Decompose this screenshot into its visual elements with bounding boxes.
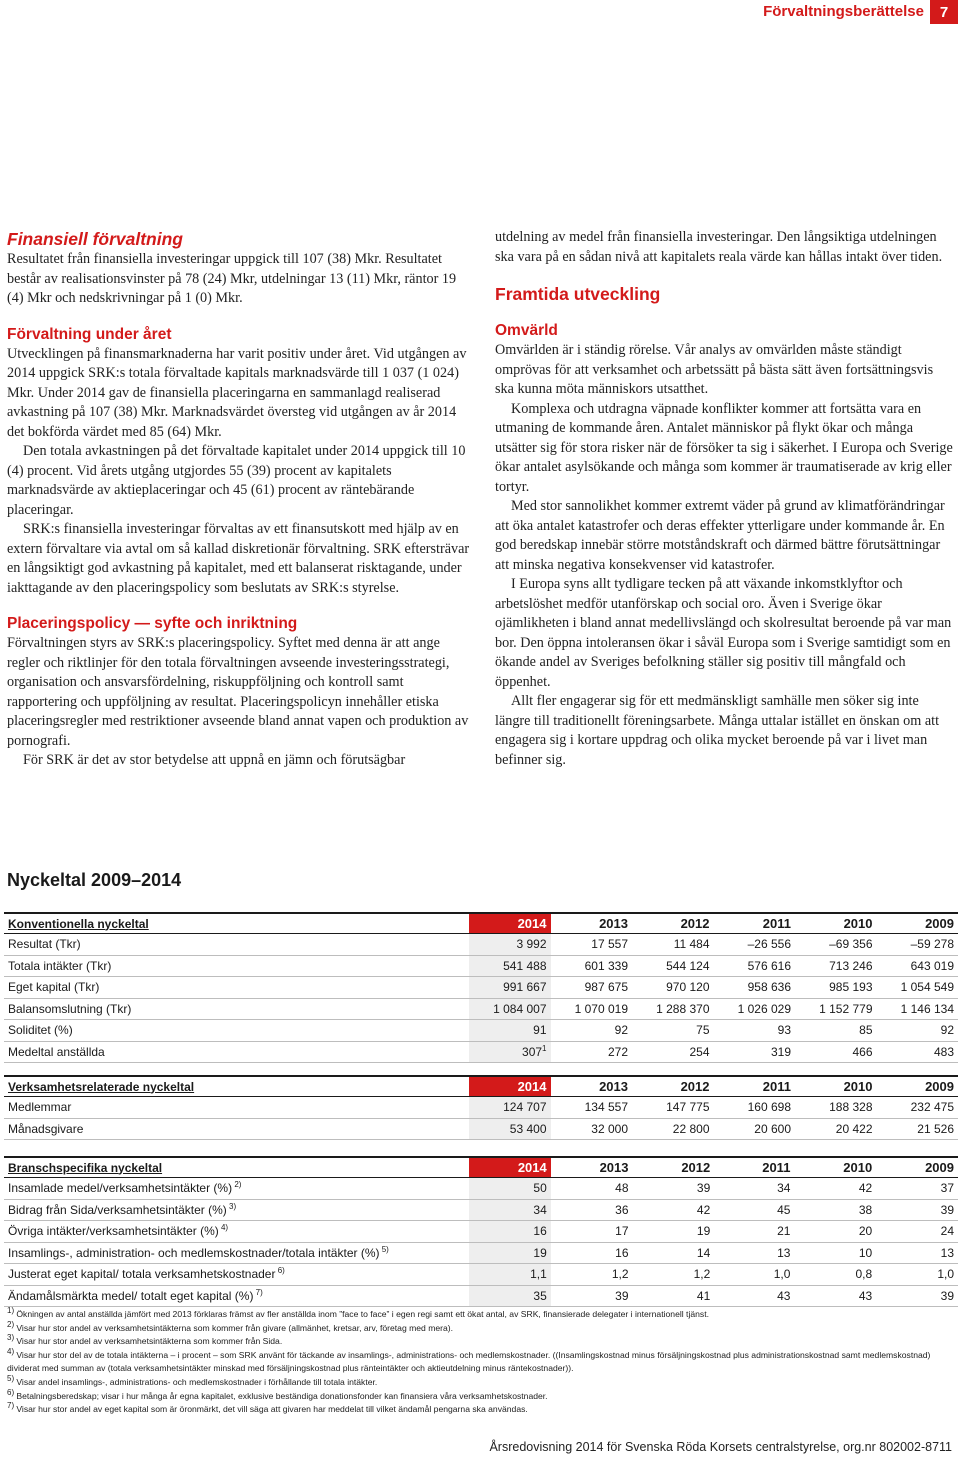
- row-label: Resultat (Tkr): [4, 934, 469, 956]
- table-cell: 41: [633, 1285, 715, 1307]
- row-label: Månadsgivare: [4, 1118, 469, 1140]
- table-cell: 34: [714, 1178, 794, 1200]
- page-number: 7: [930, 0, 958, 24]
- kpi-table: [4, 912, 958, 1063]
- footnote: $^{4)}$ Visar hur stor del av de totala intäkterna – i procent – som SRK använt för täckande av insamlings-, administrations- och medlemskostnader. ((Insamlingskostnad minus försäljningskostnad plus administrationskostnad samt medlemskostnad) dividerat med summan av (totala verksamhetsintäkter minskad med försäljningskostnad plus ränteintäkter och aktieutdelning minus räntekostnader)).: [7, 1346, 931, 1374]
- table-cell: 1 146 134: [877, 998, 959, 1020]
- table-cell: 0,8: [794, 1264, 876, 1286]
- left-column: [7, 228, 473, 771]
- page-header: [0, 0, 960, 24]
- table-cell: 713 246: [795, 955, 877, 977]
- footnote: $^{6)}$ Betalningsberedskap; visar i hur många år egna kapitalet, exklusive beständiga donationsfonder kan finansiera våra verksamhetskostnader.: [7, 1387, 548, 1401]
- table-cell: 134 557: [551, 1097, 633, 1119]
- table-cell: 10: [794, 1242, 876, 1264]
- table-row: [4, 1199, 958, 1221]
- table-cell: 319: [714, 1041, 796, 1063]
- table-cell: 85: [795, 1020, 877, 1042]
- table-cell: 19: [469, 1242, 551, 1264]
- table-cell: 272: [551, 1041, 633, 1063]
- table-cell: 232 475: [877, 1097, 959, 1119]
- year-header: 2010: [795, 1076, 877, 1097]
- table-cell: –59 278: [877, 934, 959, 956]
- footnote: $^{5)}$ Visar andel insamlings-, administrations- och medlemskostnader i förhållande till totala intäkter.: [7, 1374, 378, 1387]
- year-header: 2012: [633, 1157, 715, 1178]
- table-cell: 22 800: [632, 1118, 714, 1140]
- table-cell: 36: [551, 1199, 633, 1221]
- table-row: [4, 977, 958, 999]
- paragraph: I Europa syns allt tydligare tecken på att växande inkomstklyftor och arbetslöshet medför utanförskap och social oro. Även i Sverige ökar ojämlikheten i bland annat medellivslängd och skolresultat beroende på var man bor. Den öppna intoleransen ökar i såväl Europa som i Sverige samtidigt som en ökande andel av Sveriges befolkning ställer sig positiv till mångfald och öppenhet.: [495, 576, 952, 690]
- table-row: [4, 1020, 958, 1042]
- table-cell: –26 556: [714, 934, 796, 956]
- paragraph: För SRK är det av stor betydelse att uppnå en jämn och förutsägbar: [23, 752, 406, 768]
- table-cell: 124 707: [469, 1097, 551, 1119]
- year-header: 2013: [551, 1076, 633, 1097]
- table-cell: 985 193: [795, 977, 877, 999]
- table-cell: 20 422: [795, 1118, 877, 1140]
- subheading-omvarld: Omvärld: [495, 322, 558, 339]
- footnote: $^{1)}$ Ökningen av antal anställda jämfört med 2013 förklaras främst av fler anställda inom ”face to face” i egen regi samt ett ökat antal, av SRK, finansierade delegater i internationell tjänst.: [7, 1306, 709, 1319]
- kpi-table: [4, 1075, 958, 1140]
- table-cell: 958 636: [714, 977, 796, 999]
- table-heading: Konventionella nyckeltal: [4, 913, 469, 934]
- table-cell: 37: [876, 1178, 958, 1200]
- table-heading: Verksamhetsrelaterade nyckeltal: [4, 1076, 469, 1097]
- year-header: 2012: [632, 1076, 714, 1097]
- table-cell: 643 019: [877, 955, 959, 977]
- table-cell: 3 992: [469, 934, 551, 956]
- subheading-forvaltning-under-aret: Förvaltning under året: [7, 325, 172, 343]
- table-cell: 48: [551, 1178, 633, 1200]
- year-header: 2009: [877, 1076, 959, 1097]
- table-cell: 43: [794, 1285, 876, 1307]
- row-label: Övriga intäkter/verksamhetsintäkter (%) $^{4)}$: [4, 1221, 469, 1243]
- table-row: [4, 955, 958, 977]
- paragraph: Den totala avkastningen på det förvaltade kapitalet under 2014 uppgick till 10 (4) procent. Vid årets utgång utgjordes 55 (39) procent av kapitalets marknadsvärde av aktieplaceringar och 45 (61) procent av räntebärande placeringar.: [7, 443, 466, 518]
- kpi-title: Nyckeltal 2009–2014: [7, 870, 182, 890]
- footnote: $^{3)}$ Visar hur stor andel av verksamhetsintäkterna som kommer från Sida.: [7, 1333, 283, 1347]
- row-label: Insamlade medel/verksamhetsintäkter (%) $^{2)}$: [4, 1178, 469, 1200]
- table-row: [4, 1118, 958, 1140]
- right-column: [495, 228, 955, 770]
- table-cell: 42: [794, 1178, 876, 1200]
- table-cell: 160 698: [714, 1097, 796, 1119]
- table-cell: 16: [551, 1242, 633, 1264]
- table-cell: 35: [469, 1285, 551, 1307]
- table-cell: 1,1: [469, 1264, 551, 1286]
- subheading-placeringspolicy: Placeringspolicy — syfte och inriktning: [7, 615, 298, 632]
- row-label: Eget kapital (Tkr): [4, 977, 469, 999]
- table-cell: 42: [633, 1199, 715, 1221]
- paragraph: utdelning av medel från finansiella investeringar. Den långsiktiga utdelningen ska vara på en sådan nivå att kapitalets reala värde kan hållas intakt över tiden.: [495, 229, 943, 265]
- table-row: [4, 1264, 958, 1286]
- table-cell: 991 667: [469, 977, 551, 999]
- table-row: [4, 934, 958, 956]
- year-header: 2014: [469, 1076, 551, 1097]
- table-cell: 32 000: [551, 1118, 633, 1140]
- paragraph: Utvecklingen på finansmarknaderna har varit positiv under året. Vid utgången av 2014 uppgick SRK:s totala förvaltade kapitals marknadsvärde till 1 037 (1 024) Mkr. Under 2014 gav de finansiella placeringarna en sammanlagd realiserad avkastning på 107 (38) Mkr. Marknadsvärdet översteg vid utgången av år 2014 det bokförda värdet med 85 (64) Mkr.: [7, 345, 467, 440]
- table-cell: 1 026 029: [714, 998, 796, 1020]
- footnote: $^{2)}$ Visar hur stor andel av verksamhetsintäkterna som kommer från givare (allmänhet, kretsar, arv, företag med mera).: [7, 1319, 454, 1333]
- table-cell: 16: [469, 1221, 551, 1243]
- table-cell: 970 120: [632, 977, 714, 999]
- table-cell: 1,2: [633, 1264, 715, 1286]
- section-title: Förvaltningsberättelse: [763, 3, 924, 20]
- table-cell: 21: [714, 1221, 794, 1243]
- row-label: Soliditet (%): [4, 1020, 469, 1042]
- table-cell: 1 084 007: [469, 998, 551, 1020]
- year-header: 2009: [877, 913, 959, 934]
- table-cell: 75: [632, 1020, 714, 1042]
- table-cell: 1 054 549: [877, 977, 959, 999]
- paragraph: Förvaltningen styrs av SRK:s placeringspolicy. Syftet med denna är att ange regler och riktlinjer för den totala förvaltningen avseende investeringsstrategi, organisation och ansvarsfördelning, riskuppföljning och kontroll samt rapportering och uppföljning av resultat. Placeringspolicyn innehåller etiska placeringsregler med restriktioner avseende bland annat vapen och produktion av pornografi.: [7, 635, 469, 749]
- table-cell: 39: [876, 1199, 958, 1221]
- paragraph: Omvärlden är i ständig rörelse. Vår analys av omvärlden måste ständigt omprövas för att verksamhet och arbetssätt på bästa sätt även fortsättningsvis ska kunna möta människors utsatthet.: [495, 342, 934, 397]
- table-cell: 1,2: [551, 1264, 633, 1286]
- table-cell: 483: [877, 1041, 959, 1063]
- table-cell: 39: [551, 1285, 633, 1307]
- table-cell: 188 328: [795, 1097, 877, 1119]
- table-cell: 50: [469, 1178, 551, 1200]
- year-header: 2010: [795, 913, 877, 934]
- table-cell: 91: [469, 1020, 551, 1042]
- table-cell: 38: [794, 1199, 876, 1221]
- table-cell: 92: [551, 1020, 633, 1042]
- year-header: 2013: [551, 913, 633, 934]
- year-header: 2013: [551, 1157, 633, 1178]
- table-cell: –69 356: [795, 934, 877, 956]
- table-cell: 93: [714, 1020, 796, 1042]
- page-footer: Årsredovisning 2014 för Svenska Röda Korsets centralstyrelse, org.nr 802002-8711: [489, 1440, 952, 1454]
- table-cell: 92: [877, 1020, 959, 1042]
- table-cell: 254: [632, 1041, 714, 1063]
- heading-framtida-utveckling: Framtida utveckling: [495, 284, 661, 304]
- year-header: 2011: [714, 1157, 794, 1178]
- table-cell: 1,0: [714, 1264, 794, 1286]
- row-label: Medlemmar: [4, 1097, 469, 1119]
- kpi-table: [4, 1156, 958, 1307]
- table-cell: 17 557: [551, 934, 633, 956]
- table-cell: 1 152 779: [795, 998, 877, 1020]
- table-cell: 544 124: [632, 955, 714, 977]
- year-header: 2014: [469, 913, 551, 934]
- table-row: [4, 1097, 958, 1119]
- row-label: Medeltal anställda: [4, 1041, 469, 1063]
- row-label: Ändamålsmärkta medel/ totalt eget kapital (%) $^{7)}$: [4, 1285, 469, 1307]
- table-row: [4, 1221, 958, 1243]
- year-header: 2011: [714, 1076, 796, 1097]
- table-cell: 576 616: [714, 955, 796, 977]
- table-cell: 13: [876, 1242, 958, 1264]
- table-row: [4, 1242, 958, 1264]
- table-cell: 147 775: [632, 1097, 714, 1119]
- year-header: 2012: [632, 913, 714, 934]
- row-label: Balansomslutning (Tkr): [4, 998, 469, 1020]
- table-cell: 987 675: [551, 977, 633, 999]
- table-cell: 21 526: [877, 1118, 959, 1140]
- heading-finansiell-forvaltning: Finansiell förvaltning: [7, 229, 183, 249]
- table-cell: 20: [794, 1221, 876, 1243]
- row-label: Justerat eget kapital/ totala verksamhetskostnader $^{6)}$: [4, 1264, 469, 1286]
- table-cell: 17: [551, 1221, 633, 1243]
- paragraph: Allt fler engagerar sig för ett medmänskligt samhälle men söker sig inte längre till traditionellt föreningsarbete. Många uttalar istället en önskan om att engagera sig i kortare uppdrag och olika mycket beroende på var i livet man befinner sig.: [495, 693, 940, 768]
- table-cell: 13: [714, 1242, 794, 1264]
- table-row: [4, 1178, 958, 1200]
- table-cell: 39: [633, 1178, 715, 1200]
- table-cell: 466: [795, 1041, 877, 1063]
- table-cell: 19: [633, 1221, 715, 1243]
- table-cell: 1,0: [876, 1264, 958, 1286]
- table-row: [4, 1041, 958, 1063]
- table-cell: 45: [714, 1199, 794, 1221]
- year-header: 2014: [469, 1157, 551, 1178]
- table-cell: 43: [714, 1285, 794, 1307]
- paragraph: SRK:s finansiella investeringar förvaltas av ett finansutskott med hjälp av en extern förvaltare via avtal om så kallad diskretionär förvaltning. SRK eftersträvar en långsiktigt god avkastning på kapitalet, med ett balanserat risktagande, under iakttagande av den placeringspolicy som beslutats av SRK:s styrelse.: [7, 521, 470, 596]
- table-cell: 20 600: [714, 1118, 796, 1140]
- table-cell: 24: [876, 1221, 958, 1243]
- year-header: 2009: [876, 1157, 958, 1178]
- table-row: [4, 998, 958, 1020]
- row-label: Insamlings-, administration- och medlemskostnader/totala intäkter (%) $^{5)}$: [4, 1242, 469, 1264]
- table-cell: $307^1$: [469, 1041, 551, 1063]
- table-cell: 39: [876, 1285, 958, 1307]
- year-header: 2010: [794, 1157, 876, 1178]
- paragraph: Resultatet från finansiella investeringar uppgick till 107 (38) Mkr. Resultatet består av realisationsvinster på 78 (24) Mkr, utdelningar 13 (11) Mkr, räntor 19 (4) Mkr och nedskrivningar på 1 (0) Mkr.: [7, 251, 457, 306]
- row-label: Bidrag från Sida/verksamhetsintäkter (%) $^{3)}$: [4, 1199, 469, 1221]
- footnotes: [7, 1308, 957, 1417]
- table-cell: 53 400: [469, 1118, 551, 1140]
- table-row: [4, 1285, 958, 1307]
- paragraph: Med stor sannolikhet kommer extremt väder på grund av klimatförändringar att öka antalet katastrofer och deras effekter ytterligare under kommande år. En god beredskap innebär större motståndskraft och därmed bättre förutsättningar att minska negativa konsekvenser vid katastrofer.: [495, 498, 945, 573]
- year-header: 2011: [714, 913, 796, 934]
- table-cell: 1 070 019: [551, 998, 633, 1020]
- table-cell: 11 484: [632, 934, 714, 956]
- paragraph: Komplexa och utdragna väpnade konflikter kommer att fortsätta vara en utmaning de kommande åren. Antalet människor på flykt ökar och många utsätter sig för stora risker när de försöker ta sig i säkerhet. I Europa och Sverige ökar antalet asylsökande och många som kommer är traumatiserade av krig eller tortyr.: [495, 400, 953, 495]
- row-label: Totala intäkter (Tkr): [4, 955, 469, 977]
- table-cell: 34: [469, 1199, 551, 1221]
- footnote: $^{7)}$ Visar hur stor andel av eget kapital som är öronmärkt, det vill säga att givaren har meddelat till vilket ändamål pengarna ska användas.: [7, 1401, 528, 1415]
- table-cell: 14: [633, 1242, 715, 1264]
- table-cell: 541 488: [469, 955, 551, 977]
- table-cell: 1 288 370: [632, 998, 714, 1020]
- table-heading: Branschspecifika nyckeltal: [4, 1157, 469, 1178]
- table-cell: 601 339: [551, 955, 633, 977]
